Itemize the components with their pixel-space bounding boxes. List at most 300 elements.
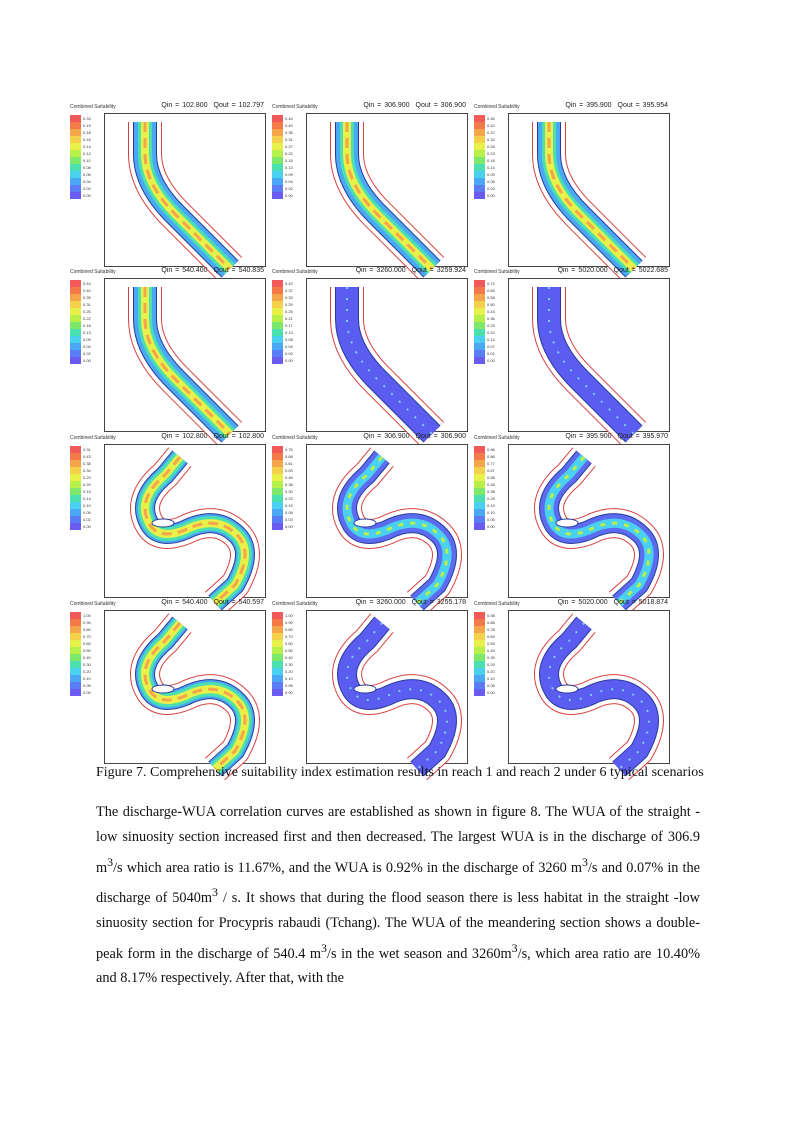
map-frame bbox=[306, 113, 468, 267]
tick-label: 0.49 bbox=[487, 648, 495, 653]
tick-label: 0.33 bbox=[83, 116, 91, 121]
color-swatch bbox=[474, 516, 485, 523]
legend-title: Combined Suitability bbox=[70, 435, 116, 441]
superscript: 3 bbox=[511, 940, 518, 955]
qout-label: Qout = 540.597 bbox=[213, 599, 264, 606]
tick-label: 0.10 bbox=[487, 676, 495, 681]
color-swatch bbox=[474, 150, 485, 157]
color-swatch bbox=[474, 129, 485, 136]
tick-label: 0.44 bbox=[83, 281, 91, 286]
tick-label: 0.00 bbox=[83, 358, 91, 363]
tick-label: 0.29 bbox=[487, 323, 495, 328]
color-bar bbox=[70, 280, 82, 364]
color-swatch bbox=[70, 157, 81, 164]
color-swatch bbox=[474, 287, 485, 294]
color-bar bbox=[70, 446, 82, 530]
tick-label: 0.23 bbox=[487, 151, 495, 156]
tick-label: 0.96 bbox=[487, 447, 495, 452]
qin-label: Qin = 306.900 bbox=[363, 433, 410, 440]
river-map bbox=[105, 611, 265, 763]
color-bar bbox=[474, 612, 486, 696]
color-swatch bbox=[474, 474, 485, 481]
color-swatch bbox=[70, 150, 81, 157]
map-panel bbox=[272, 267, 468, 430]
color-swatch bbox=[272, 315, 283, 322]
color-swatch bbox=[474, 343, 485, 350]
tick-label: 0.09 bbox=[83, 337, 91, 342]
qout-label: Qout = 306.900 bbox=[415, 102, 466, 109]
color-swatch bbox=[70, 682, 81, 689]
tick-label: 0.20 bbox=[487, 669, 495, 674]
color-swatch bbox=[474, 453, 485, 460]
tick-label: 0.03 bbox=[285, 517, 293, 522]
qin-label: Qin = 306.900 bbox=[363, 102, 410, 109]
tick-label: 0.43 bbox=[83, 454, 91, 459]
map-panel bbox=[474, 433, 670, 596]
tick-label: 0.76 bbox=[285, 447, 293, 452]
color-swatch bbox=[70, 294, 81, 301]
tick-label: 0.00 bbox=[285, 524, 293, 529]
color-bar-ticks bbox=[285, 612, 293, 696]
color-swatch bbox=[272, 460, 283, 467]
color-swatch bbox=[70, 675, 81, 682]
tick-label: 0.19 bbox=[487, 503, 495, 508]
tick-label: 0.10 bbox=[83, 158, 91, 163]
color-swatch bbox=[272, 280, 283, 287]
color-swatch bbox=[272, 481, 283, 488]
map-frame bbox=[306, 610, 468, 764]
tick-label: 0.18 bbox=[83, 323, 91, 328]
discharge-label bbox=[357, 102, 466, 109]
color-swatch bbox=[474, 675, 485, 682]
legend-title: Combined Suitability bbox=[272, 269, 318, 275]
color-swatch bbox=[474, 467, 485, 474]
color-swatch bbox=[70, 488, 81, 495]
river-map bbox=[307, 611, 467, 763]
tick-label: 0.10 bbox=[487, 510, 495, 515]
river-island bbox=[354, 685, 376, 693]
tick-label: 0.19 bbox=[83, 123, 91, 128]
tick-label: 0.65 bbox=[487, 288, 495, 293]
tick-label: 0.04 bbox=[83, 344, 91, 349]
color-swatch bbox=[474, 315, 485, 322]
color-bar-ticks bbox=[487, 612, 495, 696]
discharge-label bbox=[155, 267, 264, 274]
tick-label: 0.80 bbox=[285, 627, 293, 632]
color-swatch bbox=[272, 164, 283, 171]
qout-label: Qout = 102.797 bbox=[213, 102, 264, 109]
tick-label: 0.18 bbox=[487, 158, 495, 163]
tick-label: 1.00 bbox=[83, 613, 91, 618]
color-swatch bbox=[70, 474, 81, 481]
qout-label: Qout = 5022.685 bbox=[613, 267, 668, 274]
discharge-label bbox=[357, 433, 466, 440]
tick-label: 0.09 bbox=[487, 172, 495, 177]
color-swatch bbox=[70, 129, 81, 136]
tick-label: 0.02 bbox=[487, 186, 495, 191]
color-bar bbox=[474, 446, 486, 530]
qout-label: Qout = 540.835 bbox=[213, 267, 264, 274]
color-swatch bbox=[474, 136, 485, 143]
color-swatch bbox=[272, 675, 283, 682]
channel-fill bbox=[347, 623, 447, 769]
color-bar-ticks bbox=[285, 446, 293, 530]
qout-label: Qout = 395.970 bbox=[617, 433, 668, 440]
color-swatch bbox=[474, 143, 485, 150]
river-island bbox=[354, 519, 376, 527]
discharge-label bbox=[552, 599, 668, 606]
map-panel bbox=[70, 599, 266, 762]
tick-label: 0.38 bbox=[285, 482, 293, 487]
tick-label: 0.05 bbox=[83, 683, 91, 688]
color-bar bbox=[474, 280, 486, 364]
tick-label: 0.90 bbox=[83, 620, 91, 625]
color-swatch bbox=[272, 136, 283, 143]
map-panel bbox=[272, 599, 468, 762]
color-swatch bbox=[70, 689, 81, 696]
tick-label: 0.80 bbox=[83, 627, 91, 632]
color-bar-ticks bbox=[83, 612, 91, 696]
map-panel bbox=[272, 433, 468, 596]
legend-title: Combined Suitability bbox=[70, 104, 116, 110]
color-swatch bbox=[474, 350, 485, 357]
color-bar bbox=[272, 446, 284, 530]
color-swatch bbox=[474, 329, 485, 336]
legend-title: Combined Suitability bbox=[70, 269, 116, 275]
text-segment: The discharge-WUA correlation curves are established as shown in figure 8. The WUA of the straight -low sinuosity section increased first and then decreased. The largest WUA is in the discharge of 306.9 m bbox=[96, 804, 700, 876]
color-swatch bbox=[272, 129, 283, 136]
tick-label: 0.01 bbox=[487, 351, 495, 356]
tick-label: 0.08 bbox=[83, 165, 91, 170]
qin-label: Qin = 3260.000 bbox=[355, 599, 406, 606]
color-swatch bbox=[474, 654, 485, 661]
color-swatch bbox=[70, 350, 81, 357]
tick-label: 0.35 bbox=[285, 130, 293, 135]
color-swatch bbox=[70, 143, 81, 150]
tick-label: 0.00 bbox=[83, 193, 91, 198]
color-swatch bbox=[272, 619, 283, 626]
river-island bbox=[556, 685, 578, 693]
color-bar-ticks bbox=[83, 446, 91, 530]
color-swatch bbox=[474, 619, 485, 626]
color-swatch bbox=[70, 460, 81, 467]
body-paragraph bbox=[96, 800, 700, 991]
tick-label: 0.02 bbox=[83, 186, 91, 191]
legend-title: Combined Suitability bbox=[474, 435, 520, 441]
figure-caption: Figure 7. Comprehensive suitability index estimation results in reach 1 and reach 2 under 6 typical scenarios bbox=[96, 765, 704, 780]
river-island bbox=[152, 519, 174, 527]
color-swatch bbox=[272, 350, 283, 357]
tick-label: 0.05 bbox=[487, 683, 495, 688]
color-swatch bbox=[474, 640, 485, 647]
color-swatch bbox=[272, 357, 283, 364]
tick-label: 0.40 bbox=[83, 288, 91, 293]
color-swatch bbox=[474, 626, 485, 633]
color-swatch bbox=[474, 192, 485, 199]
discharge-label bbox=[350, 267, 466, 274]
color-swatch bbox=[272, 668, 283, 675]
color-swatch bbox=[474, 460, 485, 467]
color-swatch bbox=[70, 668, 81, 675]
superscript: 3 bbox=[321, 940, 327, 955]
tick-label: 0.48 bbox=[487, 482, 495, 487]
color-swatch bbox=[474, 633, 485, 640]
qin-label: Qin = 3260.000 bbox=[355, 267, 406, 274]
tick-label: 0.29 bbox=[487, 496, 495, 501]
tick-label: 0.10 bbox=[285, 676, 293, 681]
tick-label: 0.00 bbox=[285, 193, 293, 198]
color-swatch bbox=[70, 322, 81, 329]
tick-label: 0.35 bbox=[83, 295, 91, 300]
tick-label: 0.58 bbox=[487, 295, 495, 300]
qout-label: Qout = 306.900 bbox=[415, 433, 466, 440]
color-swatch bbox=[272, 661, 283, 668]
tick-label: 0.36 bbox=[487, 316, 495, 321]
color-swatch bbox=[272, 689, 283, 696]
color-swatch bbox=[70, 619, 81, 626]
legend-title: Combined Suitability bbox=[474, 601, 520, 607]
tick-label: 0.10 bbox=[83, 503, 91, 508]
tick-label: 0.29 bbox=[285, 302, 293, 307]
color-swatch bbox=[70, 633, 81, 640]
tick-label: 0.70 bbox=[83, 634, 91, 639]
channel-fill bbox=[549, 623, 649, 769]
tick-label: 0.13 bbox=[285, 330, 293, 335]
qout-label: Qout = 102.800 bbox=[213, 433, 264, 440]
color-swatch bbox=[272, 171, 283, 178]
color-swatch bbox=[272, 150, 283, 157]
tick-label: 0.27 bbox=[285, 144, 293, 149]
river-map bbox=[105, 114, 265, 266]
color-swatch bbox=[70, 164, 81, 171]
color-swatch bbox=[272, 453, 283, 460]
color-swatch bbox=[272, 115, 283, 122]
tick-label: 0.29 bbox=[487, 662, 495, 667]
color-swatch bbox=[474, 612, 485, 619]
tick-label: 0.39 bbox=[487, 655, 495, 660]
tick-label: 0.46 bbox=[285, 475, 293, 480]
color-swatch bbox=[272, 654, 283, 661]
legend-title: Combined Suitability bbox=[272, 601, 318, 607]
color-swatch bbox=[70, 185, 81, 192]
color-swatch bbox=[70, 357, 81, 364]
color-swatch bbox=[272, 185, 283, 192]
tick-label: 0.00 bbox=[487, 193, 495, 198]
tick-label: 0.44 bbox=[285, 116, 293, 121]
tick-label: 0.04 bbox=[83, 179, 91, 184]
color-swatch bbox=[474, 682, 485, 689]
color-swatch bbox=[474, 446, 485, 453]
text-segment: /s and 0.07% in the discharge of 5040m bbox=[96, 859, 700, 906]
tick-label: 0.98 bbox=[487, 613, 495, 618]
color-swatch bbox=[474, 171, 485, 178]
tick-label: 0.07 bbox=[487, 344, 495, 349]
color-swatch bbox=[272, 682, 283, 689]
legend-title: Combined Suitability bbox=[70, 601, 116, 607]
qin-label: Qin = 102.800 bbox=[161, 102, 208, 109]
tick-label: 0.00 bbox=[83, 690, 91, 695]
tick-label: 0.30 bbox=[285, 489, 293, 494]
color-swatch bbox=[70, 481, 81, 488]
legend-title: Combined Suitability bbox=[474, 269, 520, 275]
tick-label: 0.38 bbox=[83, 461, 91, 466]
tick-label: 0.05 bbox=[487, 179, 495, 184]
color-swatch bbox=[474, 115, 485, 122]
tick-label: 0.26 bbox=[83, 309, 91, 314]
tick-label: 0.31 bbox=[285, 137, 293, 142]
color-swatch bbox=[70, 523, 81, 530]
text-segment: /s, which area ratio are 10.40% and 8.17% respectively. After that, with the bbox=[96, 945, 700, 987]
color-swatch bbox=[474, 157, 485, 164]
tick-label: 0.32 bbox=[487, 137, 495, 142]
color-swatch bbox=[272, 446, 283, 453]
color-swatch bbox=[272, 322, 283, 329]
tick-label: 0.12 bbox=[83, 151, 91, 156]
tick-label: 0.19 bbox=[83, 489, 91, 494]
tick-label: 0.78 bbox=[487, 627, 495, 632]
tick-label: 0.21 bbox=[285, 316, 293, 321]
color-swatch bbox=[70, 647, 81, 654]
color-swatch bbox=[272, 192, 283, 199]
color-swatch bbox=[272, 343, 283, 350]
tick-label: 0.16 bbox=[83, 137, 91, 142]
tick-label: 0.30 bbox=[83, 662, 91, 667]
color-swatch bbox=[70, 115, 81, 122]
superscript: 3 bbox=[107, 854, 114, 869]
tick-label: 0.46 bbox=[487, 116, 495, 121]
color-swatch bbox=[70, 640, 81, 647]
color-swatch bbox=[272, 640, 283, 647]
legend-title: Combined Suitability bbox=[272, 104, 318, 110]
color-swatch bbox=[272, 502, 283, 509]
discharge-label bbox=[559, 102, 668, 109]
color-swatch bbox=[272, 474, 283, 481]
tick-label: 0.60 bbox=[83, 641, 91, 646]
tick-label: 0.15 bbox=[285, 503, 293, 508]
tick-label: 0.05 bbox=[285, 683, 293, 688]
tick-label: 0.50 bbox=[487, 302, 495, 307]
tick-label: 0.02 bbox=[83, 517, 91, 522]
qout-label: Qout = 3255.178 bbox=[411, 599, 466, 606]
discharge-label bbox=[155, 102, 264, 109]
color-bar bbox=[272, 612, 284, 696]
color-swatch bbox=[272, 633, 283, 640]
color-swatch bbox=[70, 467, 81, 474]
river-map bbox=[307, 114, 467, 266]
tick-label: 0.20 bbox=[83, 669, 91, 674]
tick-label: 0.77 bbox=[487, 461, 495, 466]
tick-label: 0.02 bbox=[83, 351, 91, 356]
map-frame bbox=[104, 278, 266, 432]
qin-label: Qin = 540.400 bbox=[161, 267, 208, 274]
legend-title: Combined Suitability bbox=[474, 104, 520, 110]
map-panel bbox=[70, 267, 266, 430]
color-swatch bbox=[474, 185, 485, 192]
color-swatch bbox=[272, 301, 283, 308]
color-swatch bbox=[272, 122, 283, 129]
map-frame bbox=[104, 610, 266, 764]
color-swatch bbox=[70, 516, 81, 523]
tick-label: 0.68 bbox=[285, 454, 293, 459]
tick-label: 0.18 bbox=[83, 130, 91, 135]
tick-label: 0.24 bbox=[83, 482, 91, 487]
tick-label: 0.90 bbox=[285, 620, 293, 625]
color-swatch bbox=[70, 654, 81, 661]
tick-label: 0.00 bbox=[83, 524, 91, 529]
color-swatch bbox=[70, 178, 81, 185]
color-swatch bbox=[272, 308, 283, 315]
color-swatch bbox=[474, 357, 485, 364]
tick-label: 0.34 bbox=[83, 468, 91, 473]
tick-label: 0.02 bbox=[285, 186, 293, 191]
color-swatch bbox=[474, 668, 485, 675]
tick-label: 0.00 bbox=[487, 524, 495, 529]
map-frame bbox=[306, 278, 468, 432]
color-swatch bbox=[474, 164, 485, 171]
qin-label: Qin = 395.900 bbox=[565, 433, 612, 440]
tick-label: 0.00 bbox=[285, 690, 293, 695]
color-swatch bbox=[272, 626, 283, 633]
tick-label: 0.13 bbox=[285, 165, 293, 170]
discharge-label bbox=[350, 599, 466, 606]
qout-label: Qout = 5018.874 bbox=[613, 599, 668, 606]
river-map bbox=[509, 445, 669, 597]
tick-label: 0.42 bbox=[285, 281, 293, 286]
color-bar-ticks bbox=[83, 280, 91, 364]
color-bar-ticks bbox=[487, 280, 495, 364]
map-frame bbox=[104, 113, 266, 267]
tick-label: 0.00 bbox=[487, 358, 495, 363]
color-swatch bbox=[70, 329, 81, 336]
qin-label: Qin = 5020.000 bbox=[557, 599, 608, 606]
map-frame bbox=[508, 113, 670, 267]
tick-label: 0.00 bbox=[487, 690, 495, 695]
color-swatch bbox=[474, 294, 485, 301]
color-bar-ticks bbox=[285, 280, 293, 364]
tick-label: 0.14 bbox=[487, 165, 495, 170]
discharge-label bbox=[552, 267, 668, 274]
color-swatch bbox=[70, 122, 81, 129]
color-swatch bbox=[272, 336, 283, 343]
color-swatch bbox=[272, 509, 283, 516]
tick-label: 0.33 bbox=[285, 295, 293, 300]
color-swatch bbox=[474, 322, 485, 329]
color-swatch bbox=[272, 143, 283, 150]
color-swatch bbox=[70, 509, 81, 516]
tick-label: 0.06 bbox=[83, 172, 91, 177]
color-swatch bbox=[70, 446, 81, 453]
tick-label: 0.86 bbox=[487, 454, 495, 459]
tick-label: 0.67 bbox=[487, 468, 495, 473]
color-swatch bbox=[474, 661, 485, 668]
tick-label: 0.13 bbox=[83, 330, 91, 335]
discharge-label bbox=[155, 599, 264, 606]
color-swatch bbox=[474, 122, 485, 129]
river-map bbox=[509, 279, 669, 431]
tick-label: 0.25 bbox=[285, 309, 293, 314]
river-map bbox=[509, 611, 669, 763]
tick-label: 0.04 bbox=[285, 179, 293, 184]
color-bar-ticks bbox=[487, 446, 495, 530]
tick-label: 0.60 bbox=[285, 641, 293, 646]
qin-label: Qin = 540.400 bbox=[161, 599, 208, 606]
tick-label: 0.00 bbox=[285, 358, 293, 363]
color-bar-ticks bbox=[487, 115, 495, 199]
color-swatch bbox=[272, 516, 283, 523]
map-panel bbox=[474, 267, 670, 430]
tick-label: 0.02 bbox=[285, 351, 293, 356]
map-frame bbox=[306, 444, 468, 598]
